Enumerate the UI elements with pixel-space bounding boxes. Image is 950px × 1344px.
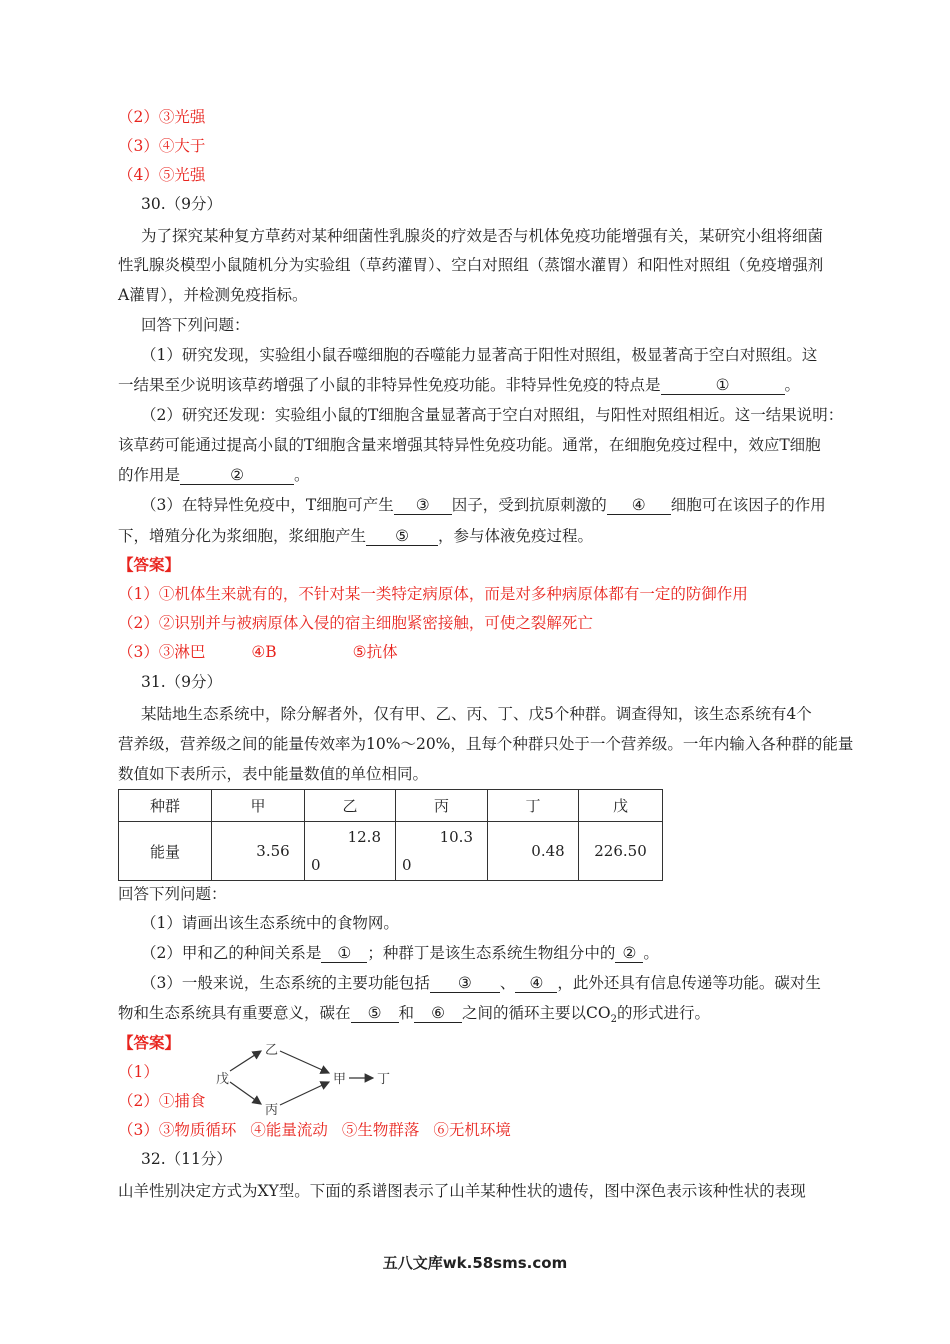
q31-part3-line2: 物和生态系统具有重要意义，碳在 ⑤ 和 ⑥ 之间的循环主要以$CO_2$的形式进行。 [118, 1004, 710, 1026]
table-header-cell: 甲 [212, 790, 305, 822]
web-node-yi: 乙 [265, 1043, 279, 1058]
q31-answer-2: （2）①捕食 [118, 1092, 206, 1110]
q30-part2-line1: （2）研究还发现：实验组小鼠的T细胞含量显著高于空白对照组，与阳性对照组相近。这一结果说明： [141, 406, 844, 424]
q31-answer-1: （1） [118, 1063, 159, 1081]
q31-intro-1: 某陆地生态系统中，除分解者外，仅有甲、乙、丙、丁、戊5个种群。调查得知，该生态系统有4个 [141, 705, 812, 723]
web-node-ding: 丁 [377, 1072, 391, 1087]
q30-blank-4: ④ [607, 496, 671, 515]
q31-header: 31.（9分） [141, 673, 223, 691]
q31-part3-line1: （3）一般来说，生态系统的主要功能包括 ③ 、 ④ ，此外还具有信息传递等功能。碳对生 [141, 974, 821, 992]
web-node-jia: 甲 [333, 1072, 347, 1087]
q30-header: 30.（9分） [141, 195, 223, 213]
food-web-diagram [205, 1038, 400, 1120]
web-node-bing: 丙 [265, 1103, 279, 1118]
q31-blank-6: ⑥ [414, 1004, 462, 1023]
q30-intro-1: 为了探究某种复方草药对某种细菌性乳腺炎的疗效是否与机体免疫功能增强有关，某研究小组将细菌 [141, 227, 824, 245]
energy-table [118, 789, 663, 881]
q30-answer-2: （2）②识别并与被病原体入侵的宿主细胞紧密接触，可使之裂解死亡 [118, 614, 593, 632]
q30-blank-3: ③ [394, 496, 452, 515]
q31-answer-3: （3）③物质循环 ④能量流动 ⑤生物群落 ⑥无机环境 [118, 1121, 511, 1139]
web-node-wu: 戊 [216, 1072, 230, 1087]
table-header-cell: 丁 [488, 790, 579, 822]
q30-answer-label: 【答案】 [118, 555, 181, 574]
table-cell-ding: 0.48 [488, 822, 579, 881]
q31-blank-1: ① [321, 944, 367, 963]
q30-intro-2: 性乳腺炎模型小鼠随机分为实验组（草药灌胃）、空白对照组（蒸馏水灌胃）和阳性对照组（免疫增强剂 [118, 256, 824, 274]
q32-intro-1: 山羊性别决定方式为XY型。下面的系谱图表示了山羊某种性状的遗传，图中深色表示该种性状的表现 [118, 1182, 806, 1200]
q31-intro-2: 营养级，营养级之间的能量传效率为10%～20%，且每个种群只处于一个营养级。一年内输入各种群的能量 [118, 735, 854, 753]
q30-answer-1: （1）①机体生来就有的，不针对某一类特定病原体，而是对多种病原体都有一定的防御作用 [118, 585, 748, 603]
q29-answer-4: （4）⑤光强 [118, 166, 206, 184]
q30-part2-line3: 的作用是 ② 。 [118, 466, 310, 484]
page-footer: 五八文库wk.58sms.com [382, 1254, 568, 1272]
q30-blank-2: ② [180, 466, 294, 485]
q31-blank-2: ② [615, 944, 643, 963]
table-cell-jia: 3.56 [212, 822, 305, 881]
q29-answer-3: （3）④大于 [118, 137, 206, 155]
q30-blank-1: ① [661, 376, 785, 395]
q31-blank-4: ④ [515, 974, 557, 993]
q31-blank-5: ⑤ [351, 1004, 399, 1023]
q30-answer-3: （3）③淋巴 ④B ⑤抗体 [118, 643, 398, 661]
table-cell-wu: 226.50 [579, 822, 663, 881]
q29-answer-2: （2）③光强 [118, 108, 206, 126]
q31-answer-label: 【答案】 [118, 1033, 181, 1052]
q31-intro-3: 数值如下表所示，表中能量数值的单位相同。 [118, 765, 429, 783]
q30-part3-line1: （3）在特异性免疫中，T细胞可产生 ③ 因子，受到抗原刺激的 ④ 细胞可在该因子的作用 [141, 496, 826, 514]
q30-part3-line2: 下，增殖分化为浆细胞，浆细胞产生 ⑤ ，参与体液免疫过程。 [118, 527, 594, 545]
q30-intro-3: A灌胃），并检测免疫指标。 [118, 286, 308, 304]
table-header-cell: 乙 [305, 790, 396, 822]
q30-part2-line2: 该草药可能通过提高小鼠的T细胞含量来增强其特异性免疫功能。通常，在细胞免疫过程中，效应T细胞 [118, 436, 821, 454]
q30-blank-5: ⑤ [366, 527, 438, 546]
q31-blank-3: ③ [430, 974, 500, 993]
q32-header: 32.（11分） [141, 1150, 232, 1168]
table-row-label: 能量 [119, 822, 212, 881]
table-header-cell: 戊 [579, 790, 663, 822]
q30-prompt: 回答下列问题： [141, 316, 250, 334]
q31-part2: （2）甲和乙的种间关系是 ① ；种群丁是该生态系统生物组分中的 ② 。 [141, 944, 659, 962]
table-header-cell: 种群 [119, 790, 212, 822]
table-cell-bing: 10.3 0 [396, 822, 488, 881]
q30-part1-line2: 一结果至少说明该草药增强了小鼠的非特异性免疫功能。非特异性免疫的特点是 ① 。 [118, 376, 801, 394]
q31-prompt: 回答下列问题： [118, 885, 227, 903]
q31-part1: （1）请画出该生态系统中的食物网。 [141, 914, 399, 932]
q30-part1-line1: （1）研究发现，实验组小鼠吞噬细胞的吞噬能力显著高于阳性对照组，极显著高于空白对照组。这 [141, 346, 818, 364]
table-header-cell: 丙 [396, 790, 488, 822]
table-cell-yi: 12.8 0 [305, 822, 396, 881]
